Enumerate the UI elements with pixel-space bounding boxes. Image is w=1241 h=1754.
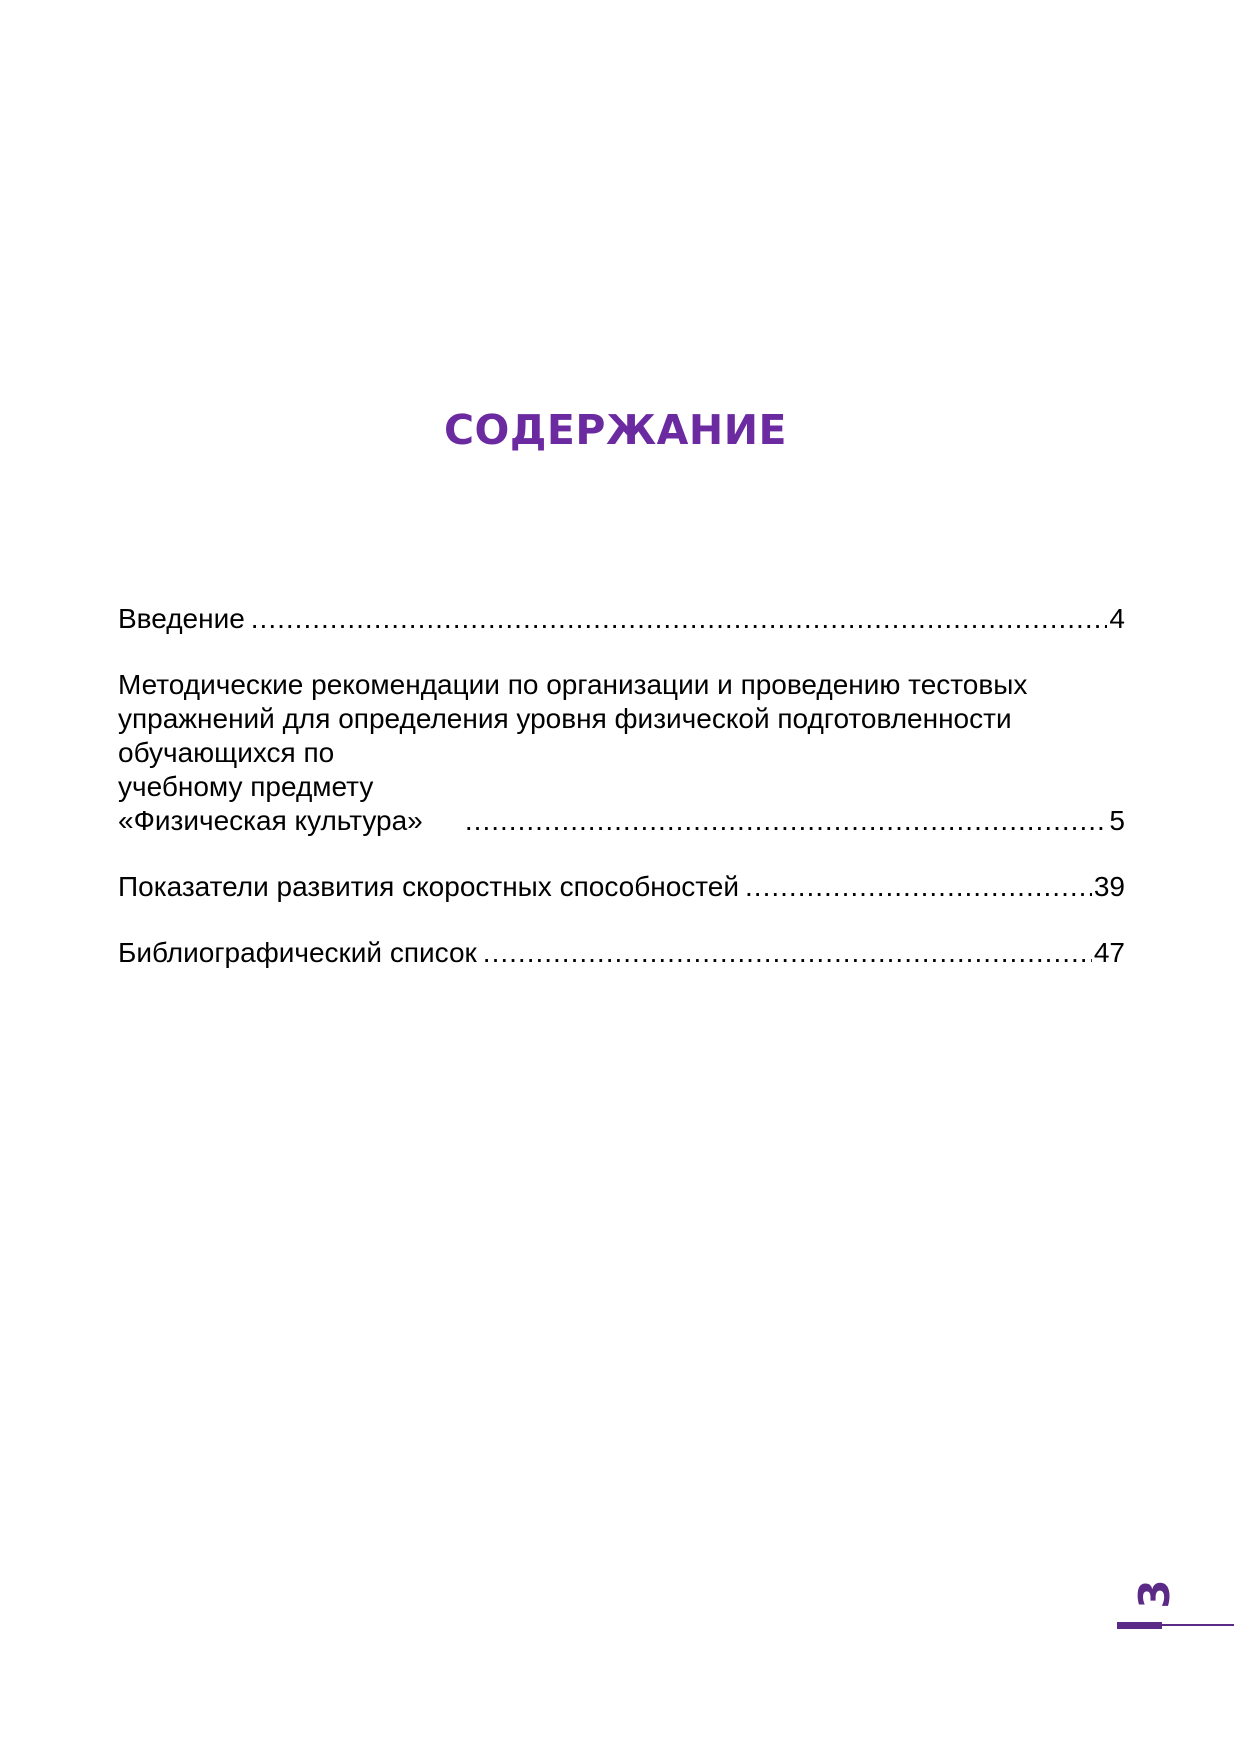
toc-entry-last-line (118, 736, 1125, 838)
toc-entry-introduction[interactable] (118, 602, 1125, 636)
toc-entry-page: 39 (1093, 871, 1125, 902)
dot-leader (483, 936, 1092, 970)
toc-entry-label-line-1: Методические рекомендации по организации и проведению тестовых (118, 669, 1028, 700)
footer-rule-line (1160, 1624, 1234, 1626)
page-number: 3 (1129, 1579, 1179, 1609)
toc-entry-label-line-3: обучающихся по учебному предмету «Физическая культура» (118, 737, 423, 836)
title-text: СОДЕРЖАНИЕ (443, 406, 788, 454)
page-title (0, 406, 1241, 454)
dot-leader (465, 804, 1108, 838)
table-of-contents (118, 602, 1125, 1002)
toc-entry-page: 5 (1109, 805, 1125, 836)
dot-leader (745, 870, 1092, 904)
toc-entry-label-line-2: упражнений для определения уровня физической подготовленности (118, 703, 1012, 734)
toc-entry-speed-indicators[interactable] (118, 870, 1125, 904)
toc-entry-label: Показатели развития скоростных способностей (118, 871, 740, 902)
footer-rule-accent (1117, 1622, 1162, 1629)
dot-leader (251, 602, 1108, 636)
toc-entry-label: Введение (118, 603, 245, 634)
toc-entry-label: Библиографический список (118, 937, 477, 968)
toc-entry-page: 47 (1093, 937, 1125, 968)
toc-entry-methodical-recommendations[interactable] (118, 668, 1125, 838)
toc-entry-page: 4 (1109, 603, 1125, 634)
toc-entry-bibliography[interactable] (118, 936, 1125, 970)
